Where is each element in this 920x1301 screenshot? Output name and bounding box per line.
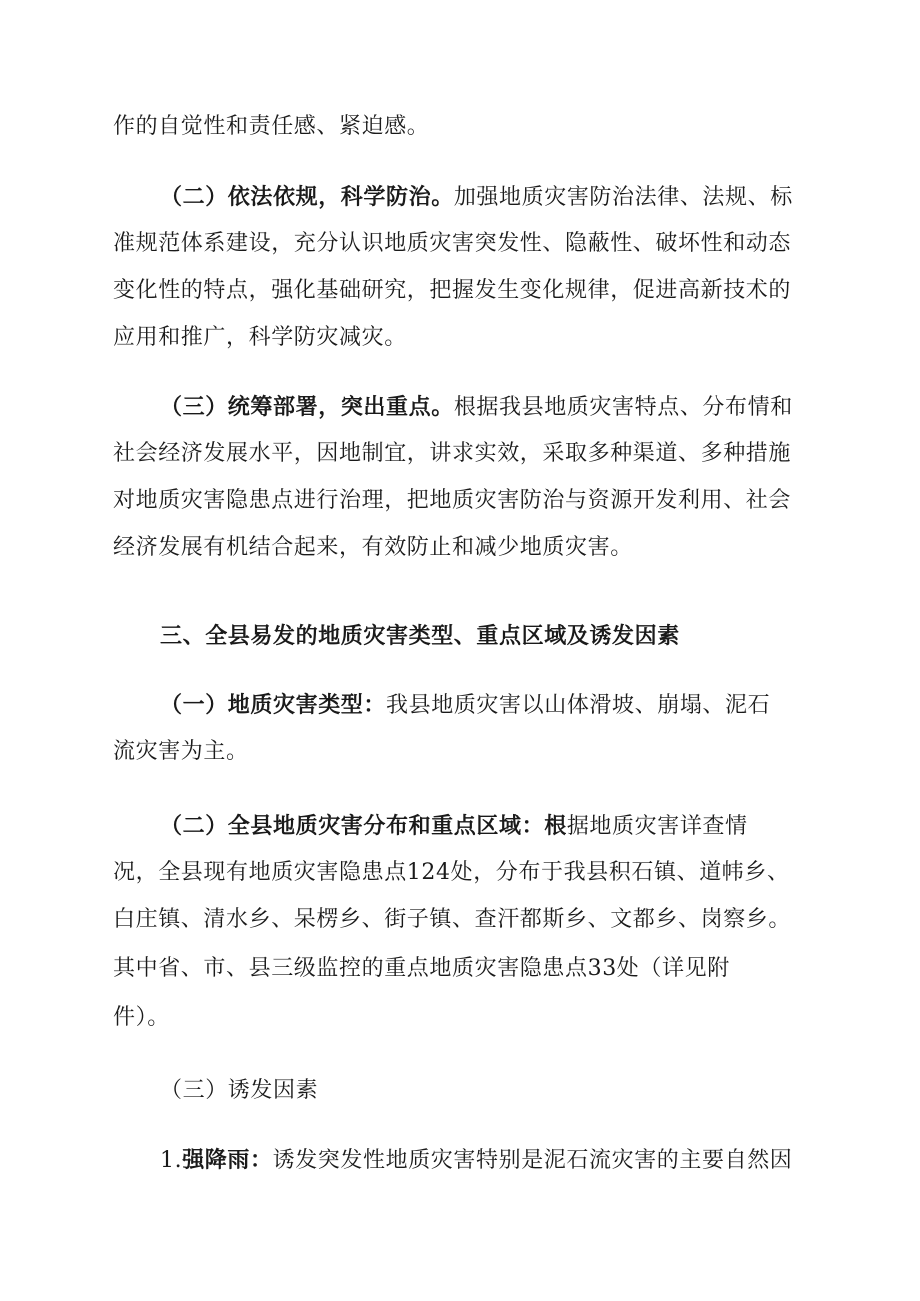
paragraph-line [160,182,793,213]
paragraph-line [113,737,249,767]
text-line: 况，全县现有地质灾害隐患点124处，分布于我县积石镇、道帏乡、 [113,860,790,885]
text-line: 白庄镇、清水乡、呆楞乡、街子镇、查汗都斯乡、文都乡、岗察乡。 [113,907,792,932]
paragraph-line [113,439,791,469]
text-line: 件）。 [113,1005,170,1030]
paragraph-lead-bold: （三）统筹部署，突出重点。 [160,394,454,420]
text-line: 经济发展有机结合起来，有效防止和减少地质灾害。 [113,535,633,560]
text-line: 准规范体系建设，充分认识地质灾害突发性、隐蔽性、破坏性和动态 [113,231,792,256]
text-line: 流灾害为主。 [113,739,249,764]
paragraph-line [160,1076,318,1106]
paragraph-line [113,1003,170,1033]
paragraph-lead-bold: （一）地质灾害类型： [160,692,387,718]
paragraph-line [160,690,770,721]
paragraph-lead-bold: （二）依法依规，科学防治。 [160,184,454,210]
list-number: 1. [160,1148,183,1173]
text-line: 应用和推广，科学防灾减灾。 [113,325,407,350]
text-line: 我县地质灾害以山体滑坡、崩塌、泥石 [386,693,771,718]
heading-text: 三、全县易发的地质灾害类型、重点区域及诱发因素 [160,623,680,649]
paragraph-lead-bold: （二）全县地质灾害分布和重点区域：根 [160,813,567,839]
text-line: 其中省、市、县三级监控的重点地质灾害隐患点33处（详见附 [113,956,730,981]
text-line: 变化性的特点，强化基础研究，把握发生变化规律，促进高新技术的 [113,278,792,303]
text-line: 诱发突发性地质灾害特别是泥石流灾害的主要自然因 [272,1148,793,1173]
paragraph-line [113,858,790,888]
text-line: 据地质灾害详查情 [566,814,748,839]
paragraph-line [113,905,791,935]
paragraph-line [113,112,429,142]
paragraph-line [113,229,791,259]
paragraph-line [160,392,793,423]
paragraph-line [113,276,791,306]
text-line: 加强地质灾害防治法律、法规、标 [453,185,793,210]
paragraph-line [160,811,748,842]
paragraph-line [160,1145,792,1176]
text-line: 根据我县地质灾害特点、分布情和 [453,395,793,420]
paragraph-line [113,486,791,516]
paragraph-line [113,954,730,984]
text-line: 对地质灾害隐患点进行治理，把地质灾害防治与资源开发利用、社会 [113,488,792,513]
paragraph-lead-bold: 强降雨： [182,1147,273,1173]
paragraph-line [113,533,633,563]
section-heading [160,621,680,651]
text-line: （三）诱发因素 [160,1078,319,1103]
text-line: 社会经济发展水平，因地制宜，讲求实效，采取多种渠道、多种措施 [113,441,792,466]
text-line: 作的自觉性和责任感、紧迫感。 [113,114,430,139]
paragraph-line [113,323,407,353]
